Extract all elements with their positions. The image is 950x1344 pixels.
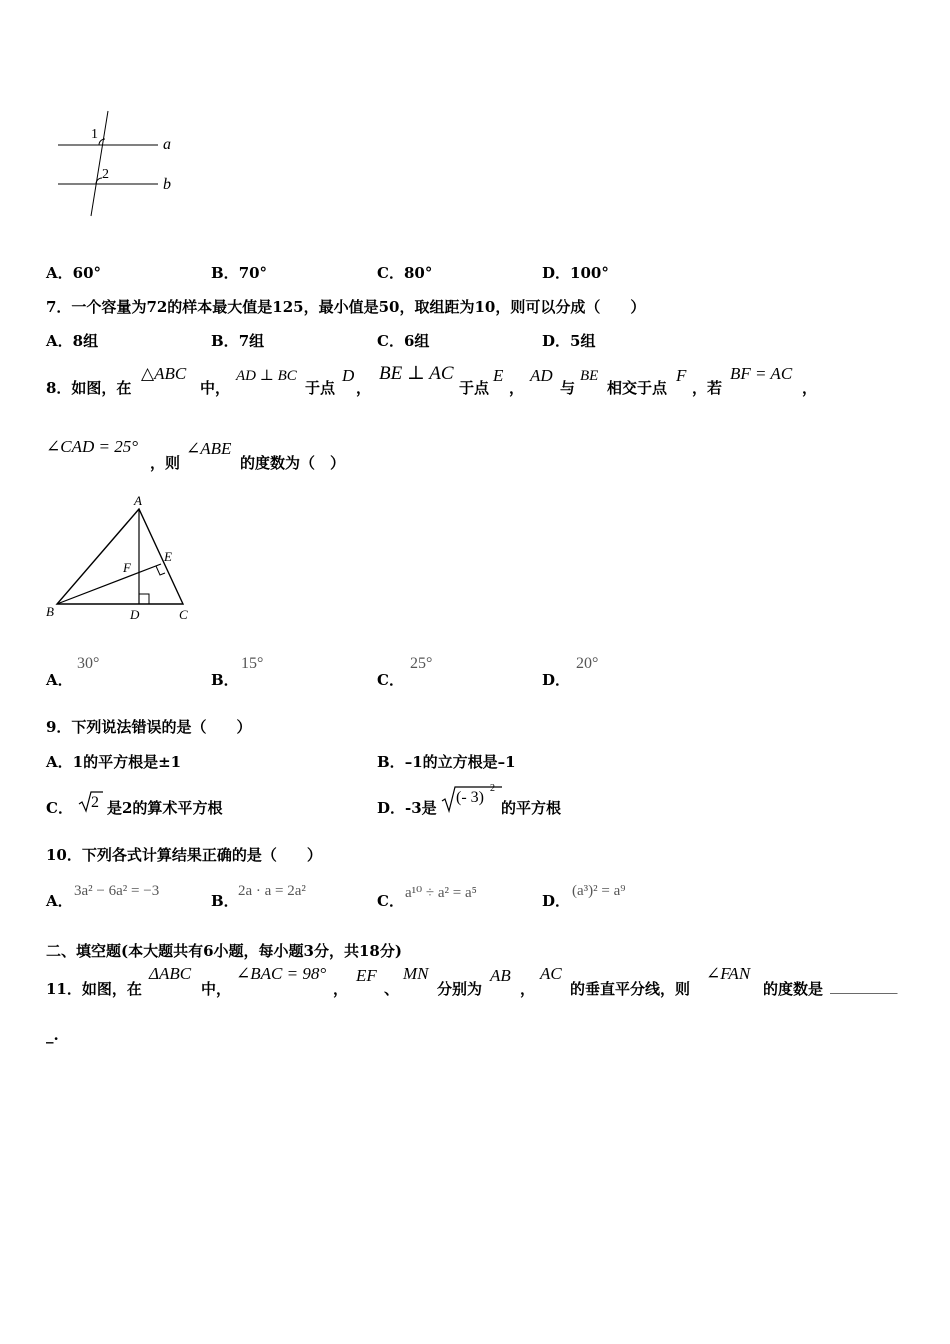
- q10-option-c-letter: C．: [377, 892, 404, 910]
- q9-option-b: B．–1的立方根是–1: [377, 753, 516, 771]
- q9-option-a: A．1的平方根是±1: [46, 753, 182, 771]
- q8-option-b-value: 15°: [241, 655, 264, 672]
- q8-option-c-letter: C．: [377, 671, 404, 689]
- q10-stem: 10．下列各式计算结果正确的是（ ）: [46, 846, 322, 864]
- q8-option-b-letter: B．: [211, 671, 239, 689]
- q7-stem: 7．一个容量为72的样本最大值是125，最小值是50，取组距为10，则可以分成（ ）: [46, 298, 646, 316]
- angle-1-label: 1: [91, 127, 98, 142]
- right-angle-d: [139, 594, 149, 604]
- altitude-be: [57, 564, 161, 604]
- q7-option-b: B．7组: [211, 332, 265, 350]
- right-angle-e: [156, 566, 165, 575]
- q10-option-a-expr: 3a² − 6a² = −3: [74, 883, 160, 899]
- q10-option-d-expr: (a³)² = a⁹: [572, 883, 626, 899]
- q8-option-a-letter: A．: [46, 671, 73, 689]
- q8-option-c-value: 25°: [410, 655, 433, 672]
- q6-option-b: B．70°: [211, 264, 268, 282]
- vertex-a-label: A: [134, 493, 142, 508]
- parallel-lines-figure: [50, 105, 190, 220]
- q6-option-d: D．100°: [542, 264, 609, 282]
- point-e-label: E: [164, 549, 172, 564]
- q7-option-d: D．5组: [542, 332, 596, 350]
- angle-1-arc: [99, 139, 105, 145]
- line-b-label: b: [163, 176, 171, 193]
- q8-option-d-letter: D．: [542, 671, 571, 689]
- vertex-c-label: C: [179, 607, 188, 622]
- q10-option-d-letter: D．: [542, 892, 571, 910]
- answer-blank-end: _.: [46, 1026, 59, 1044]
- q7-option-c: C．6组: [377, 332, 430, 350]
- point-f-label: F: [123, 560, 131, 575]
- q10-option-a-letter: A．: [46, 892, 73, 910]
- q6-option-c: C．80°: [377, 264, 433, 282]
- q10-option-c-expr: a¹⁰ ÷ a² = a⁵: [405, 885, 477, 901]
- vertex-b-label: B: [46, 604, 54, 619]
- point-d-label: D: [130, 607, 140, 622]
- section-heading: 二、填空题(本大题共有6小题，每小题3分，共18分): [46, 942, 402, 960]
- q8-option-d-value: 20°: [576, 655, 599, 672]
- q10-option-b-expr: 2a · a = 2a²: [238, 883, 306, 899]
- q7-option-a: A．8组: [46, 332, 99, 350]
- q9-stem: 9．下列说法错误的是（ ）: [46, 718, 252, 736]
- answer-blank[interactable]: _________: [830, 976, 898, 994]
- q8-option-a-value: 30°: [77, 655, 100, 672]
- triangle-abc-figure: [42, 490, 202, 625]
- line-a-label: a: [163, 136, 171, 153]
- q6-option-a: A．60°: [46, 264, 102, 282]
- angle-2-label: 2: [102, 167, 109, 182]
- q10-option-b-letter: B．: [211, 892, 239, 910]
